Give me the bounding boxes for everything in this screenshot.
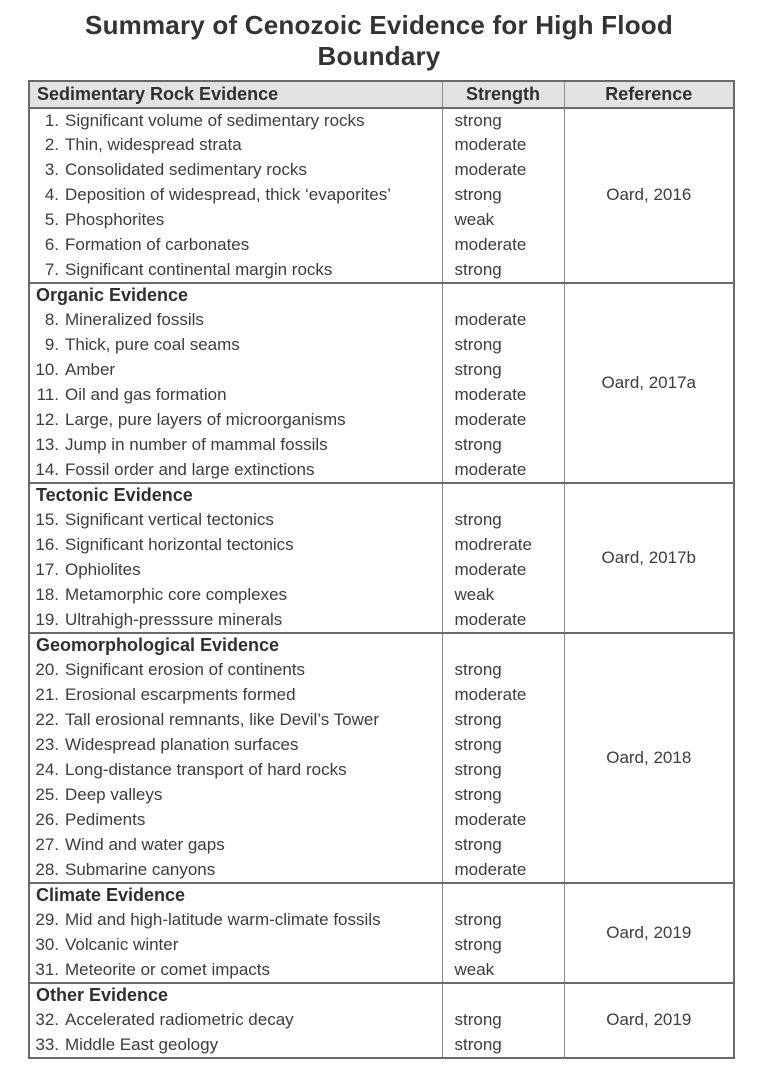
strength-value: strong [442, 1008, 564, 1033]
strength-value: strong [442, 183, 564, 208]
item-label: Jump in number of mammal fossils [65, 435, 328, 455]
item-label: Oil and gas formation [65, 385, 227, 405]
item-label: Wind and water gaps [65, 835, 225, 855]
section-header-row [29, 883, 734, 908]
item-number: 6. [44, 235, 59, 255]
strength-value: strong [442, 433, 564, 458]
reference-value: Oard, 2017a [564, 283, 734, 483]
reference-value: Oard, 2018 [564, 633, 734, 883]
section-strength-cell [442, 283, 564, 308]
strength-value: moderate [442, 133, 564, 158]
page-title: Summary of Cenozoic Evidence for High Flood Boundary [85, 10, 673, 71]
item-number: 22. [35, 710, 59, 730]
strength-value: weak [442, 958, 564, 983]
strength-value: moderate [442, 408, 564, 433]
evidence-item [29, 508, 442, 533]
item-label: Deep valleys [65, 785, 163, 805]
item-number: 5. [44, 210, 59, 230]
section-title: Other Evidence [29, 983, 442, 1008]
item-number: 10. [35, 360, 59, 380]
evidence-item [29, 958, 442, 983]
item-label: Pediments [65, 810, 146, 830]
item-number: 19. [35, 609, 59, 629]
section-strength-cell [442, 633, 564, 658]
strength-value: moderate [442, 158, 564, 183]
strength-value: strong [442, 783, 564, 808]
strength-value: modrerate [442, 533, 564, 558]
item-label: Accelerated radiometric decay [65, 1010, 294, 1030]
strength-value: strong [442, 933, 564, 958]
table-row [29, 108, 734, 133]
item-label: Erosional escarpments formed [65, 685, 296, 705]
evidence-item [29, 808, 442, 833]
strength-value: strong [442, 358, 564, 383]
evidence-item [29, 333, 442, 358]
strength-value: moderate [442, 558, 564, 583]
item-label: Mineralized fossils [65, 310, 204, 330]
item-number: 23. [35, 735, 59, 755]
item-label: Mid and high-latitude warm-climate fossils [65, 910, 381, 930]
item-number: 28. [35, 859, 59, 879]
section-strength-cell [442, 883, 564, 908]
section-header-row [29, 483, 734, 508]
item-label: Fossil order and large extinctions [65, 459, 315, 479]
item-number: 15. [35, 510, 59, 530]
strength-value: strong [442, 1033, 564, 1058]
evidence-item [29, 758, 442, 783]
item-number: 32. [35, 1010, 59, 1030]
item-label: Significant vertical tectonics [65, 510, 274, 530]
evidence-item [29, 833, 442, 858]
strength-value: strong [442, 333, 564, 358]
section-title: Geomorphological Evidence [29, 633, 442, 658]
evidence-item [29, 608, 442, 633]
item-number: 29. [35, 910, 59, 930]
evidence-item [29, 183, 442, 208]
item-label: Significant volume of sedimentary rocks [65, 110, 365, 130]
item-label: Amber [65, 360, 116, 380]
evidence-item [29, 683, 442, 708]
item-label: Deposition of widespread, thick ‘evaporites’ [65, 185, 392, 205]
item-label: Large, pure layers of microorganisms [65, 410, 346, 430]
evidence-item [29, 208, 442, 233]
evidence-item [29, 708, 442, 733]
evidence-item [29, 933, 442, 958]
evidence-item [29, 108, 442, 133]
strength-value: strong [442, 258, 564, 283]
reference-value: Oard, 2019 [564, 883, 734, 983]
header-evidence: Sedimentary Rock Evidence [29, 81, 442, 108]
strength-value: moderate [442, 808, 564, 833]
section-title: Organic Evidence [29, 283, 442, 308]
evidence-item [29, 1008, 442, 1033]
evidence-item [29, 408, 442, 433]
item-label: Formation of carbonates [65, 235, 250, 255]
item-number: 30. [35, 935, 59, 955]
evidence-item [29, 358, 442, 383]
item-number: 13. [35, 435, 59, 455]
evidence-item [29, 858, 442, 883]
item-number: 27. [35, 835, 59, 855]
item-label: Ophiolites [65, 560, 141, 580]
reference-value: Oard, 2016 [564, 108, 734, 283]
item-number: 17. [35, 560, 59, 580]
item-label: Long-distance transport of hard rocks [65, 760, 347, 780]
strength-value: strong [442, 908, 564, 933]
item-number: 31. [35, 959, 59, 979]
item-number: 11. [36, 385, 59, 405]
item-label: Tall erosional remnants, like Devil’s Tower [65, 710, 380, 730]
item-label: Middle East geology [65, 1034, 219, 1054]
strength-value: strong [442, 758, 564, 783]
item-number: 3. [44, 160, 59, 180]
item-number: 12. [35, 410, 59, 430]
item-label: Consolidated sedimentary rocks [65, 160, 307, 180]
evidence-item [29, 533, 442, 558]
section-strength-cell [442, 483, 564, 508]
item-number: 25. [35, 785, 59, 805]
item-number: 24. [35, 760, 59, 780]
item-label: Metamorphic core complexes [65, 585, 288, 605]
strength-value: strong [442, 833, 564, 858]
evidence-item [29, 1033, 442, 1058]
strength-value: weak [442, 583, 564, 608]
evidence-item [29, 783, 442, 808]
evidence-item [29, 233, 442, 258]
evidence-item [29, 558, 442, 583]
strength-value: weak [442, 208, 564, 233]
strength-value: moderate [442, 858, 564, 883]
item-label: Thin, widespread strata [65, 135, 242, 155]
strength-value: strong [442, 108, 564, 133]
table-header [29, 81, 734, 108]
evidence-item [29, 133, 442, 158]
evidence-item [29, 158, 442, 183]
evidence-item [29, 908, 442, 933]
item-label: Thick, pure coal seams [65, 335, 240, 355]
evidence-item [29, 658, 442, 683]
item-number: 26. [35, 810, 59, 830]
item-number: 33. [35, 1034, 59, 1054]
header-reference: Reference [564, 81, 734, 108]
section-header-row [29, 283, 734, 308]
evidence-item [29, 433, 442, 458]
strength-value: moderate [442, 683, 564, 708]
reference-value: Oard, 2017b [564, 483, 734, 633]
item-number: 1. [44, 110, 59, 130]
table-header-row [29, 81, 734, 108]
evidence-item [29, 458, 442, 483]
strength-value: moderate [442, 383, 564, 408]
item-label: Widespread planation surfaces [65, 735, 299, 755]
section-header-row [29, 983, 734, 1008]
strength-value: strong [442, 708, 564, 733]
evidence-item [29, 258, 442, 283]
strength-value: strong [442, 733, 564, 758]
section-header-row [29, 633, 734, 658]
header-strength: Strength [442, 81, 564, 108]
evidence-item [29, 733, 442, 758]
item-label: Significant continental margin rocks [65, 259, 333, 279]
strength-value: moderate [442, 458, 564, 483]
item-number: 20. [35, 660, 59, 680]
item-number: 16. [35, 535, 59, 555]
reference-value: Oard, 2019 [564, 983, 734, 1058]
item-number: 9. [44, 335, 59, 355]
item-number: 8. [44, 310, 59, 330]
evidence-table [28, 80, 735, 1059]
item-number: 2. [44, 135, 59, 155]
strength-value: strong [442, 658, 564, 683]
item-label: Ultrahigh-presssure minerals [65, 609, 283, 629]
item-number: 14. [35, 459, 59, 479]
item-label: Volcanic winter [65, 935, 179, 955]
item-number: 21. [35, 685, 59, 705]
item-number: 4. [44, 185, 59, 205]
strength-value: moderate [442, 608, 564, 633]
item-number: 7. [44, 259, 59, 279]
evidence-item [29, 308, 442, 333]
evidence-table-body [29, 108, 734, 1058]
item-label: Significant horizontal tectonics [65, 535, 294, 555]
item-label: Meteorite or comet impacts [65, 959, 271, 979]
item-label: Phosphorites [65, 210, 165, 230]
strength-value: moderate [442, 308, 564, 333]
section-strength-cell [442, 983, 564, 1008]
item-label: Significant erosion of continents [65, 660, 306, 680]
item-label: Submarine canyons [65, 859, 216, 879]
section-title: Climate Evidence [29, 883, 442, 908]
section-title: Tectonic Evidence [29, 483, 442, 508]
item-number: 18. [35, 585, 59, 605]
evidence-item [29, 583, 442, 608]
strength-value: moderate [442, 233, 564, 258]
evidence-item [29, 383, 442, 408]
strength-value: strong [442, 508, 564, 533]
